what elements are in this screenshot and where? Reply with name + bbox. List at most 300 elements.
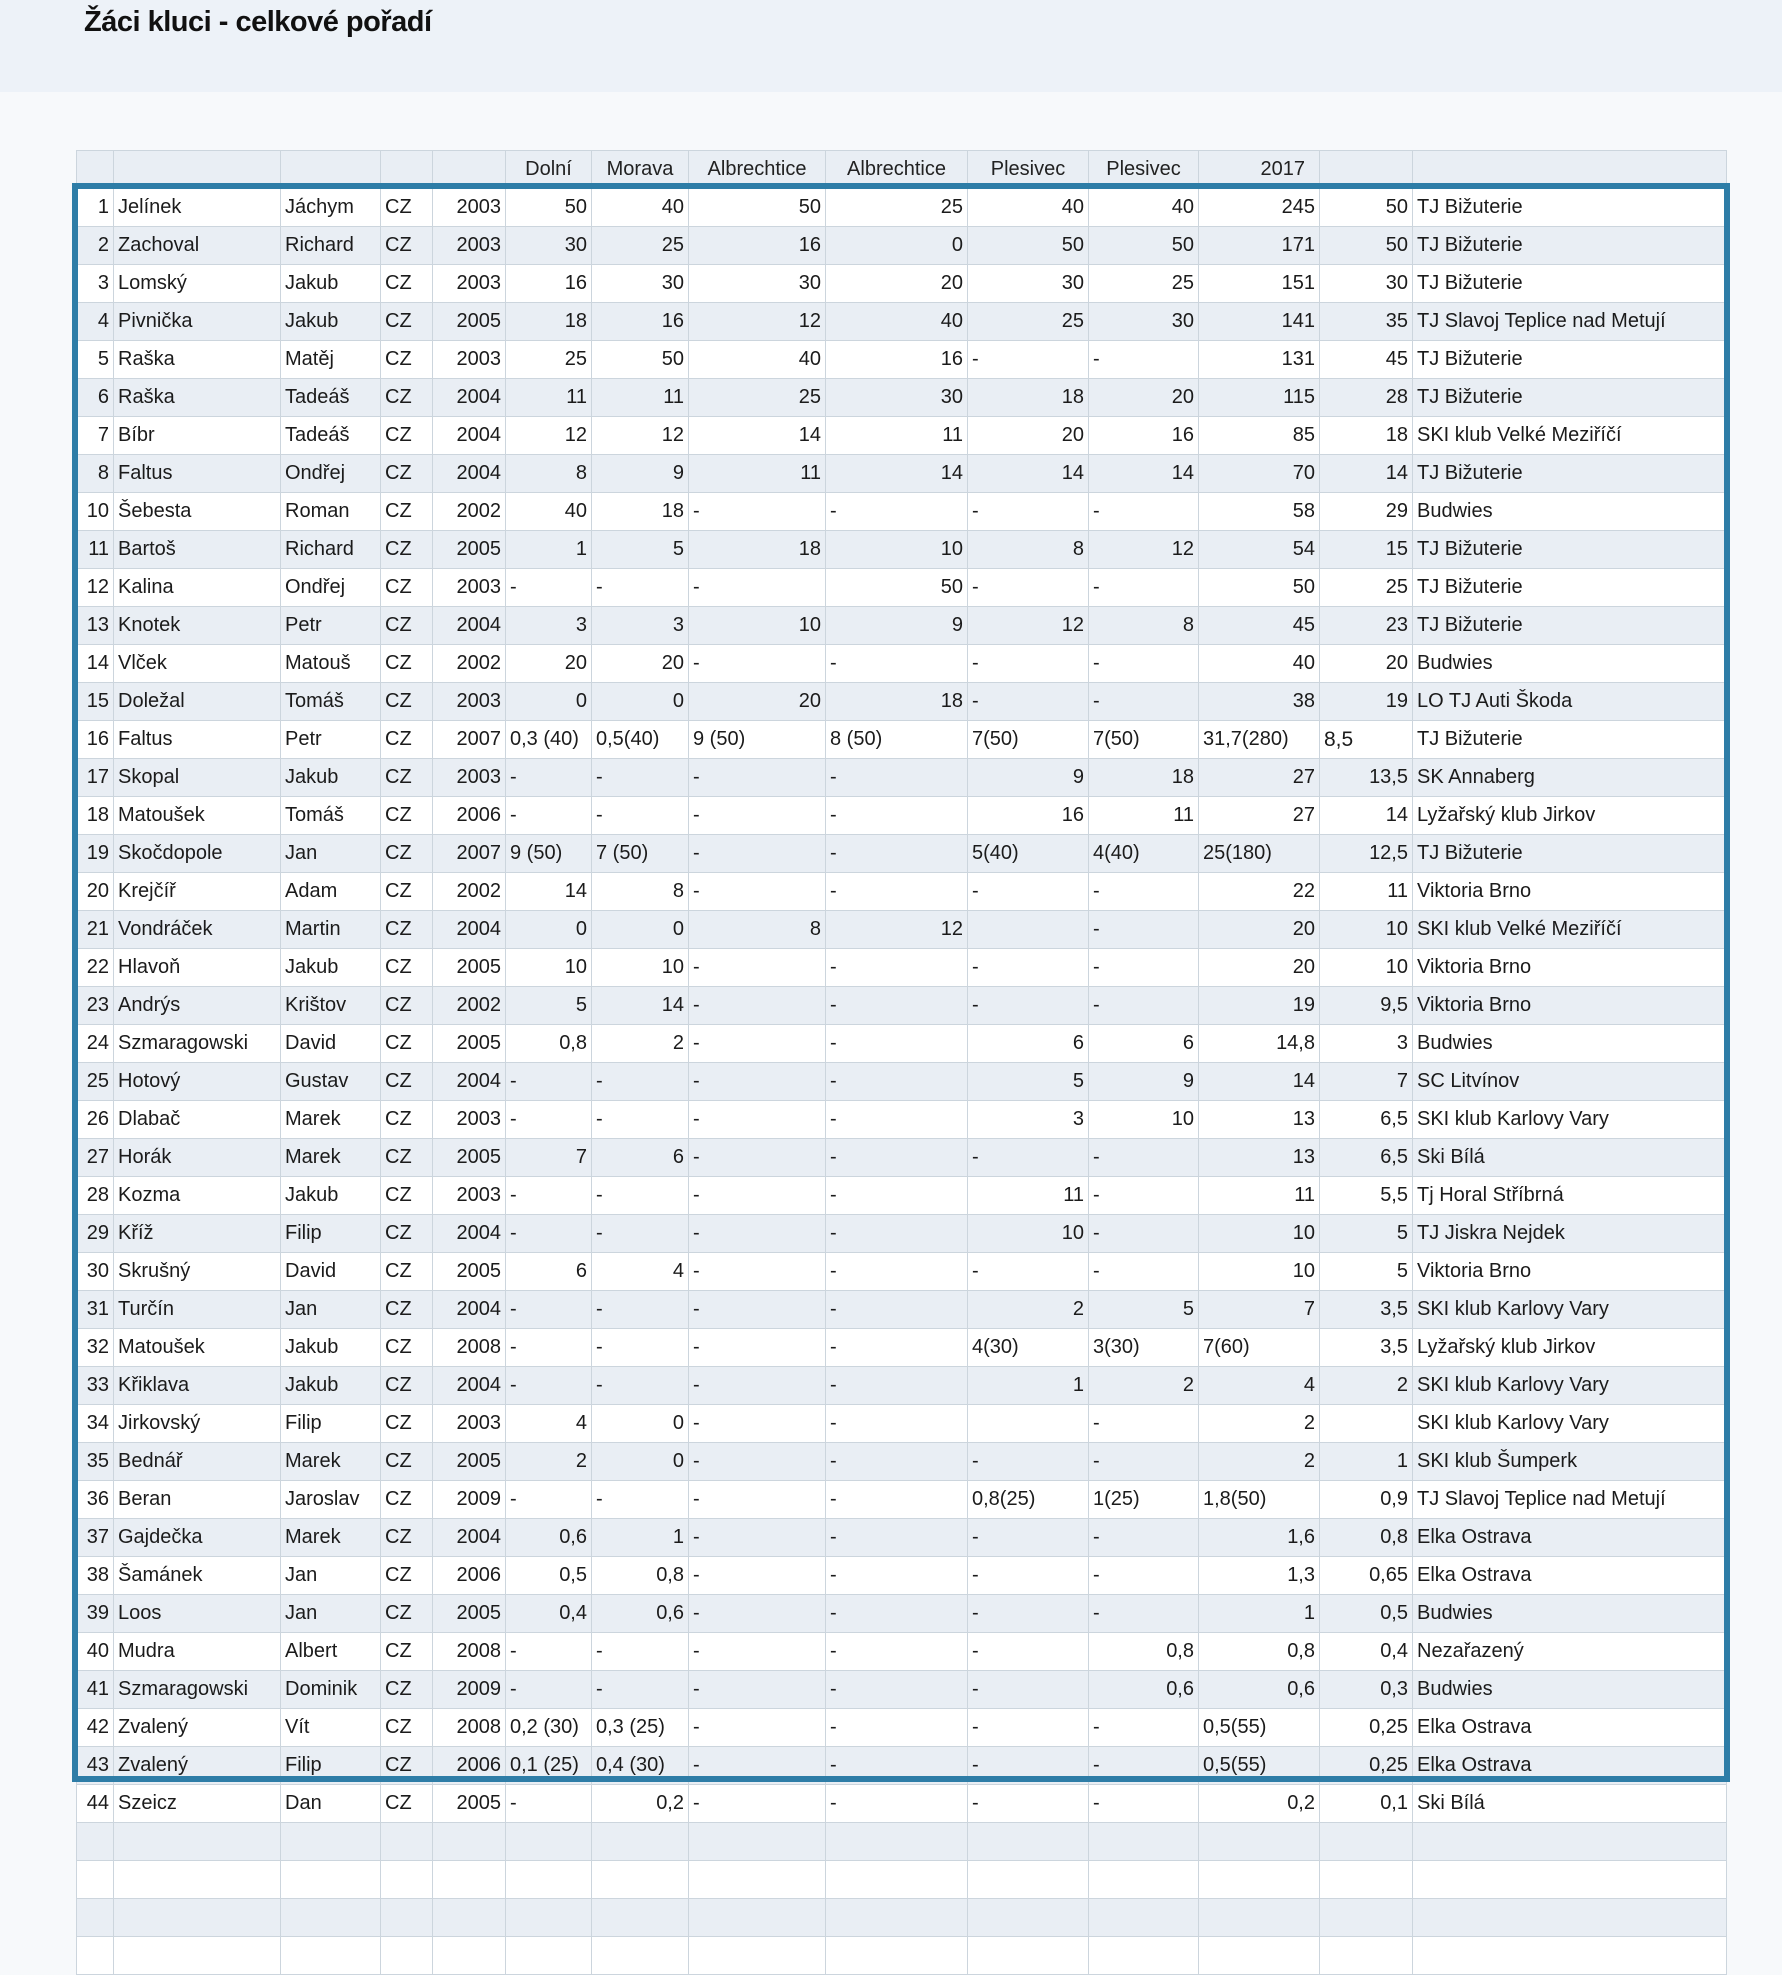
table-row <box>77 1063 1727 1101</box>
cell-plesivec-2: 30 <box>1089 303 1199 341</box>
empty-cell <box>1413 1937 1727 1975</box>
cell-morava: - <box>592 569 689 607</box>
cell-points: 19 <box>1320 683 1413 721</box>
cell-year: 2005 <box>433 949 506 987</box>
cell-club: TJ Bižuterie <box>1413 455 1727 493</box>
cell-morava: 50 <box>592 341 689 379</box>
cell-club: TJ Bižuterie <box>1413 227 1727 265</box>
empty-cell <box>506 1861 592 1899</box>
cell-dolni: 0 <box>506 911 592 949</box>
cell-points: 23 <box>1320 607 1413 645</box>
cell-albrechtice-2: 30 <box>826 379 968 417</box>
table-row <box>77 265 1727 303</box>
cell-rank: 38 <box>77 1557 114 1595</box>
cell-points <box>1320 1405 1413 1443</box>
empty-cell <box>592 1937 689 1975</box>
cell-year: 2005 <box>433 1253 506 1291</box>
table-row <box>77 1405 1727 1443</box>
cell-first-name: Jakub <box>281 1329 381 1367</box>
cell-total-2017: 245 <box>1199 189 1320 227</box>
empty-cell <box>826 1861 968 1899</box>
cell-club: Elka Ostrava <box>1413 1747 1727 1785</box>
cell-morava: 25 <box>592 227 689 265</box>
cell-plesivec-2: 9 <box>1089 1063 1199 1101</box>
cell-rank: 8 <box>77 455 114 493</box>
col-header-albrechtice-2: Albrechtice <box>826 151 968 189</box>
cell-plesivec-1: 10 <box>968 1215 1089 1253</box>
empty-cell <box>826 1937 968 1975</box>
cell-rank: 31 <box>77 1291 114 1329</box>
cell-club: TJ Bižuterie <box>1413 569 1727 607</box>
cell-albrechtice-1: - <box>689 1443 826 1481</box>
cell-rank: 37 <box>77 1519 114 1557</box>
cell-dolni: 0,4 <box>506 1595 592 1633</box>
cell-dolni: - <box>506 797 592 835</box>
cell-rank: 40 <box>77 1633 114 1671</box>
cell-albrechtice-1: - <box>689 873 826 911</box>
cell-country: CZ <box>381 911 433 949</box>
cell-albrechtice-1: - <box>689 1063 826 1101</box>
cell-albrechtice-2: - <box>826 1747 968 1785</box>
empty-cell <box>1320 1937 1413 1975</box>
cell-albrechtice-1: 10 <box>689 607 826 645</box>
cell-total-2017: 27 <box>1199 759 1320 797</box>
cell-points: 13,5 <box>1320 759 1413 797</box>
cell-first-name: Petr <box>281 607 381 645</box>
cell-club: Lyžařský klub Jirkov <box>1413 1329 1727 1367</box>
cell-albrechtice-1: - <box>689 1367 826 1405</box>
cell-albrechtice-1: - <box>689 1671 826 1709</box>
cell-plesivec-1: - <box>968 1139 1089 1177</box>
cell-morava: 10 <box>592 949 689 987</box>
table-row <box>77 531 1727 569</box>
cell-year: 2009 <box>433 1481 506 1519</box>
cell-plesivec-1: 8 <box>968 531 1089 569</box>
cell-plesivec-1: 20 <box>968 417 1089 455</box>
cell-plesivec-1: 50 <box>968 227 1089 265</box>
cell-total-2017: 10 <box>1199 1215 1320 1253</box>
cell-plesivec-2: 1(25) <box>1089 1481 1199 1519</box>
cell-surname: Bednář <box>114 1443 281 1481</box>
cell-country: CZ <box>381 797 433 835</box>
empty-cell <box>968 1899 1089 1937</box>
cell-plesivec-1: 0,8(25) <box>968 1481 1089 1519</box>
empty-cell <box>826 1823 968 1861</box>
cell-plesivec-2: - <box>1089 341 1199 379</box>
cell-club: TJ Bižuterie <box>1413 341 1727 379</box>
cell-morava: 4 <box>592 1253 689 1291</box>
cell-first-name: Matěj <box>281 341 381 379</box>
cell-morava: 0 <box>592 911 689 949</box>
cell-country: CZ <box>381 1101 433 1139</box>
cell-country: CZ <box>381 645 433 683</box>
empty-cell <box>77 1823 114 1861</box>
cell-plesivec-1: 2 <box>968 1291 1089 1329</box>
cell-first-name: Jakub <box>281 759 381 797</box>
table-row <box>77 1367 1727 1405</box>
cell-year: 2004 <box>433 455 506 493</box>
cell-rank: 4 <box>77 303 114 341</box>
cell-surname: Jirkovský <box>114 1405 281 1443</box>
cell-plesivec-1: 40 <box>968 189 1089 227</box>
cell-points: 5 <box>1320 1215 1413 1253</box>
cell-first-name: Matouš <box>281 645 381 683</box>
cell-total-2017: 2 <box>1199 1405 1320 1443</box>
cell-surname: Raška <box>114 379 281 417</box>
cell-year: 2004 <box>433 1291 506 1329</box>
cell-surname: Křiklava <box>114 1367 281 1405</box>
header-row <box>77 151 1727 189</box>
cell-total-2017: 27 <box>1199 797 1320 835</box>
results-table-area <box>76 150 1726 1975</box>
cell-points: 0,65 <box>1320 1557 1413 1595</box>
cell-albrechtice-1: - <box>689 987 826 1025</box>
cell-year: 2002 <box>433 987 506 1025</box>
cell-rank: 39 <box>77 1595 114 1633</box>
cell-country: CZ <box>381 1329 433 1367</box>
cell-albrechtice-1: 9 (50) <box>689 721 826 759</box>
cell-plesivec-1: - <box>968 873 1089 911</box>
cell-albrechtice-1: 12 <box>689 303 826 341</box>
cell-plesivec-1: - <box>968 1785 1089 1823</box>
cell-dolni: 25 <box>506 341 592 379</box>
cell-total-2017: 20 <box>1199 911 1320 949</box>
empty-cell <box>1413 1861 1727 1899</box>
cell-total-2017: 131 <box>1199 341 1320 379</box>
cell-morava: 7 (50) <box>592 835 689 873</box>
cell-albrechtice-2: - <box>826 1671 968 1709</box>
cell-total-2017: 0,2 <box>1199 1785 1320 1823</box>
cell-points: 0,8 <box>1320 1519 1413 1557</box>
empty-cell <box>1199 1861 1320 1899</box>
cell-albrechtice-1: - <box>689 1025 826 1063</box>
cell-surname: Kalina <box>114 569 281 607</box>
cell-first-name: Ondřej <box>281 455 381 493</box>
cell-dolni: - <box>506 1291 592 1329</box>
col-header-blank <box>1320 151 1413 189</box>
cell-country: CZ <box>381 949 433 987</box>
empty-cell <box>281 1823 381 1861</box>
cell-albrechtice-2: - <box>826 1177 968 1215</box>
cell-morava: 8 <box>592 873 689 911</box>
cell-country: CZ <box>381 1671 433 1709</box>
cell-dolni: 2 <box>506 1443 592 1481</box>
cell-club: LO TJ Auti Škoda <box>1413 683 1727 721</box>
table-row <box>77 1215 1727 1253</box>
cell-year: 2003 <box>433 265 506 303</box>
cell-club: TJ Slavoj Teplice nad Metují <box>1413 303 1727 341</box>
cell-plesivec-1: - <box>968 1747 1089 1785</box>
cell-country: CZ <box>381 835 433 873</box>
cell-surname: Doležal <box>114 683 281 721</box>
cell-points: 12,5 <box>1320 835 1413 873</box>
cell-dolni: 7 <box>506 1139 592 1177</box>
cell-surname: Szeicz <box>114 1785 281 1823</box>
cell-club: SKI klub Velké Meziříčí <box>1413 417 1727 455</box>
cell-club: TJ Jiskra Nejdek <box>1413 1215 1727 1253</box>
cell-points: 10 <box>1320 949 1413 987</box>
cell-points: 0,25 <box>1320 1709 1413 1747</box>
empty-row <box>77 1823 1727 1861</box>
cell-total-2017: 2 <box>1199 1443 1320 1481</box>
cell-dolni: 14 <box>506 873 592 911</box>
cell-first-name: Filip <box>281 1747 381 1785</box>
cell-albrechtice-2: 8 (50) <box>826 721 968 759</box>
empty-cell <box>114 1899 281 1937</box>
cell-country: CZ <box>381 417 433 455</box>
cell-country: CZ <box>381 987 433 1025</box>
cell-albrechtice-1: - <box>689 1101 826 1139</box>
cell-points: 15 <box>1320 531 1413 569</box>
cell-country: CZ <box>381 1519 433 1557</box>
cell-plesivec-2: 6 <box>1089 1025 1199 1063</box>
cell-morava: 16 <box>592 303 689 341</box>
cell-plesivec-2: - <box>1089 1747 1199 1785</box>
table-row <box>77 1595 1727 1633</box>
cell-dolni: - <box>506 1063 592 1101</box>
cell-plesivec-1: 9 <box>968 759 1089 797</box>
cell-total-2017: 13 <box>1199 1101 1320 1139</box>
cell-first-name: Marek <box>281 1443 381 1481</box>
cell-surname: Kříž <box>114 1215 281 1253</box>
cell-first-name: Gustav <box>281 1063 381 1101</box>
cell-rank: 24 <box>77 1025 114 1063</box>
cell-first-name: Tadeáš <box>281 417 381 455</box>
cell-surname: Hotový <box>114 1063 281 1101</box>
cell-country: CZ <box>381 1063 433 1101</box>
empty-cell <box>1089 1861 1199 1899</box>
cell-total-2017: 115 <box>1199 379 1320 417</box>
cell-plesivec-2: 50 <box>1089 227 1199 265</box>
empty-cell <box>968 1861 1089 1899</box>
cell-country: CZ <box>381 265 433 303</box>
col-header-total-2017: 2017 <box>1199 151 1320 189</box>
cell-albrechtice-2: - <box>826 1557 968 1595</box>
empty-cell <box>506 1937 592 1975</box>
cell-plesivec-2: 3(30) <box>1089 1329 1199 1367</box>
cell-country: CZ <box>381 873 433 911</box>
cell-rank: 19 <box>77 835 114 873</box>
cell-morava: 0,6 <box>592 1595 689 1633</box>
cell-rank: 42 <box>77 1709 114 1747</box>
cell-rank: 17 <box>77 759 114 797</box>
cell-albrechtice-1: - <box>689 1329 826 1367</box>
cell-dolni: - <box>506 1671 592 1709</box>
table-row <box>77 607 1727 645</box>
cell-morava: 11 <box>592 379 689 417</box>
cell-points: 50 <box>1320 189 1413 227</box>
cell-albrechtice-2: - <box>826 1785 968 1823</box>
cell-morava: 5 <box>592 531 689 569</box>
cell-albrechtice-2: - <box>826 1253 968 1291</box>
cell-plesivec-1: 12 <box>968 607 1089 645</box>
cell-club: SC Litvínov <box>1413 1063 1727 1101</box>
cell-albrechtice-1: - <box>689 949 826 987</box>
cell-morava: 0 <box>592 1443 689 1481</box>
cell-year: 2005 <box>433 1025 506 1063</box>
cell-albrechtice-2: - <box>826 1329 968 1367</box>
cell-country: CZ <box>381 1595 433 1633</box>
cell-dolni: 40 <box>506 493 592 531</box>
cell-dolni: - <box>506 1329 592 1367</box>
cell-morava: 18 <box>592 493 689 531</box>
cell-rank: 14 <box>77 645 114 683</box>
cell-albrechtice-1: - <box>689 759 826 797</box>
cell-albrechtice-2: 10 <box>826 531 968 569</box>
cell-year: 2008 <box>433 1633 506 1671</box>
cell-year: 2003 <box>433 1405 506 1443</box>
cell-dolni: 0,5 <box>506 1557 592 1595</box>
cell-plesivec-1: - <box>968 1671 1089 1709</box>
cell-club: SKI klub Šumperk <box>1413 1443 1727 1481</box>
cell-plesivec-2: 2 <box>1089 1367 1199 1405</box>
cell-albrechtice-1: - <box>689 1481 826 1519</box>
table-row <box>77 1443 1727 1481</box>
empty-cell <box>1413 1899 1727 1937</box>
cell-total-2017: 19 <box>1199 987 1320 1025</box>
table-row <box>77 1291 1727 1329</box>
cell-albrechtice-1: - <box>689 1747 826 1785</box>
empty-cell <box>968 1937 1089 1975</box>
table-row <box>77 949 1727 987</box>
cell-surname: Šebesta <box>114 493 281 531</box>
cell-rank: 15 <box>77 683 114 721</box>
cell-first-name: Dan <box>281 1785 381 1823</box>
cell-dolni: - <box>506 1785 592 1823</box>
cell-total-2017: 70 <box>1199 455 1320 493</box>
cell-points: 9,5 <box>1320 987 1413 1025</box>
empty-cell <box>506 1899 592 1937</box>
cell-plesivec-2: - <box>1089 1405 1199 1443</box>
cell-morava: 0,4 (30) <box>592 1747 689 1785</box>
table-row <box>77 1329 1727 1367</box>
cell-rank: 10 <box>77 493 114 531</box>
cell-club: TJ Bižuterie <box>1413 835 1727 873</box>
cell-club: Budwies <box>1413 645 1727 683</box>
cell-dolni: - <box>506 1177 592 1215</box>
cell-total-2017: 13 <box>1199 1139 1320 1177</box>
cell-albrechtice-2: 40 <box>826 303 968 341</box>
cell-plesivec-1: - <box>968 1253 1089 1291</box>
cell-points: 30 <box>1320 265 1413 303</box>
cell-points: 0,4 <box>1320 1633 1413 1671</box>
cell-country: CZ <box>381 493 433 531</box>
cell-morava: - <box>592 1481 689 1519</box>
cell-first-name: Tadeáš <box>281 379 381 417</box>
cell-plesivec-2: 0,8 <box>1089 1633 1199 1671</box>
cell-albrechtice-1: 40 <box>689 341 826 379</box>
cell-surname: Szmaragowski <box>114 1671 281 1709</box>
cell-albrechtice-2: - <box>826 797 968 835</box>
cell-dolni: 30 <box>506 227 592 265</box>
table-row <box>77 379 1727 417</box>
cell-club: Budwies <box>1413 1025 1727 1063</box>
cell-club: TJ Slavoj Teplice nad Metují <box>1413 1481 1727 1519</box>
col-header-blank <box>114 151 281 189</box>
empty-cell <box>689 1823 826 1861</box>
cell-rank: 35 <box>77 1443 114 1481</box>
cell-total-2017: 58 <box>1199 493 1320 531</box>
cell-country: CZ <box>381 303 433 341</box>
table-row <box>77 569 1727 607</box>
cell-club: Elka Ostrava <box>1413 1709 1727 1747</box>
cell-albrechtice-1: 14 <box>689 417 826 455</box>
cell-plesivec-2: - <box>1089 683 1199 721</box>
cell-plesivec-2: - <box>1089 1595 1199 1633</box>
cell-surname: Dlabač <box>114 1101 281 1139</box>
cell-surname: Hlavoň <box>114 949 281 987</box>
cell-albrechtice-1: - <box>689 1785 826 1823</box>
cell-club: TJ Bižuterie <box>1413 531 1727 569</box>
cell-year: 2006 <box>433 1557 506 1595</box>
cell-total-2017: 14 <box>1199 1063 1320 1101</box>
cell-albrechtice-2: - <box>826 1215 968 1253</box>
cell-surname: Faltus <box>114 721 281 759</box>
cell-first-name: Jan <box>281 1291 381 1329</box>
cell-surname: Bíbr <box>114 417 281 455</box>
cell-points: 3,5 <box>1320 1291 1413 1329</box>
cell-first-name: Ondřej <box>281 569 381 607</box>
cell-points: 0,1 <box>1320 1785 1413 1823</box>
cell-surname: Skopal <box>114 759 281 797</box>
cell-year: 2002 <box>433 873 506 911</box>
cell-club: Elka Ostrava <box>1413 1519 1727 1557</box>
table-row <box>77 1101 1727 1139</box>
cell-first-name: Dominik <box>281 1671 381 1709</box>
cell-points: 1 <box>1320 1443 1413 1481</box>
cell-dolni: 0,3 (40) <box>506 721 592 759</box>
cell-surname: Zvalený <box>114 1747 281 1785</box>
cell-surname: Šamánek <box>114 1557 281 1595</box>
cell-plesivec-1: - <box>968 1709 1089 1747</box>
cell-plesivec-2: 8 <box>1089 607 1199 645</box>
cell-club: Nezařazený <box>1413 1633 1727 1671</box>
empty-cell <box>689 1861 826 1899</box>
cell-club: SKI klub Karlovy Vary <box>1413 1101 1727 1139</box>
cell-rank: 18 <box>77 797 114 835</box>
cell-total-2017: 0,5(55) <box>1199 1709 1320 1747</box>
cell-total-2017: 7 <box>1199 1291 1320 1329</box>
cell-morava: 6 <box>592 1139 689 1177</box>
table-row <box>77 1557 1727 1595</box>
cell-rank: 28 <box>77 1177 114 1215</box>
cell-rank: 11 <box>77 531 114 569</box>
cell-points: 28 <box>1320 379 1413 417</box>
cell-country: CZ <box>381 1367 433 1405</box>
cell-first-name: Adam <box>281 873 381 911</box>
cell-country: CZ <box>381 227 433 265</box>
cell-rank: 26 <box>77 1101 114 1139</box>
cell-morava: - <box>592 1215 689 1253</box>
cell-points: 0,9 <box>1320 1481 1413 1519</box>
cell-surname: Pivnička <box>114 303 281 341</box>
empty-cell <box>1199 1823 1320 1861</box>
cell-plesivec-1: 30 <box>968 265 1089 303</box>
cell-total-2017: 25(180) <box>1199 835 1320 873</box>
cell-first-name: Jakub <box>281 303 381 341</box>
table-row <box>77 1785 1727 1823</box>
cell-year: 2005 <box>433 1139 506 1177</box>
cell-points: 2 <box>1320 1367 1413 1405</box>
cell-dolni: 10 <box>506 949 592 987</box>
cell-first-name: Jakub <box>281 949 381 987</box>
cell-first-name: Albert <box>281 1633 381 1671</box>
cell-total-2017: 45 <box>1199 607 1320 645</box>
cell-points: 6,5 <box>1320 1101 1413 1139</box>
cell-surname: Raška <box>114 341 281 379</box>
cell-albrechtice-2: 18 <box>826 683 968 721</box>
cell-morava: - <box>592 797 689 835</box>
